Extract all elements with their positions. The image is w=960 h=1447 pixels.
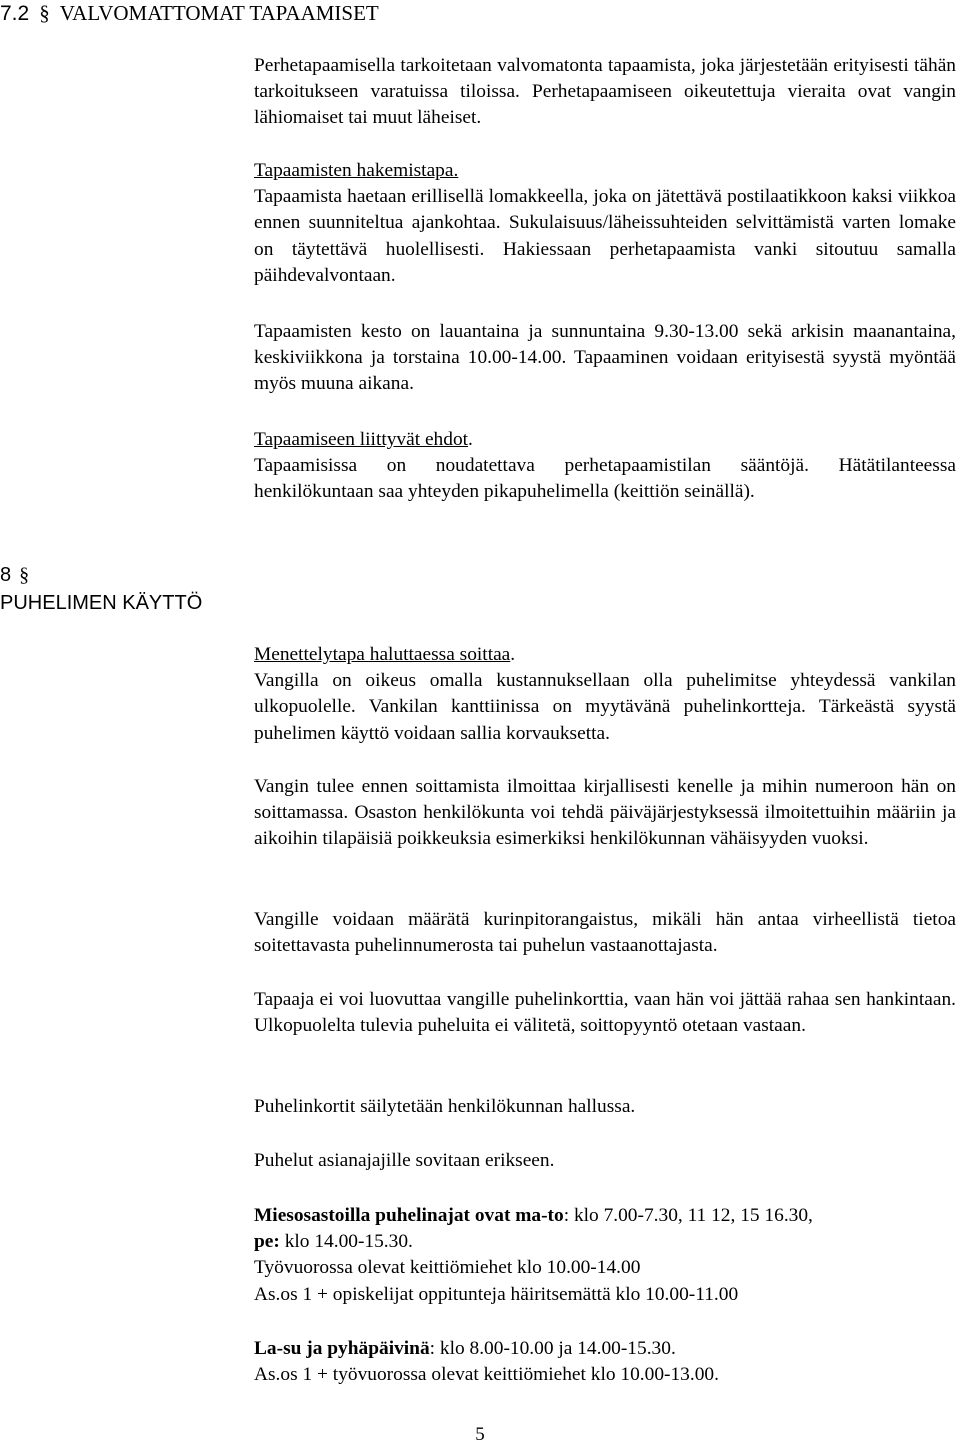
paragraph-notification: Vangin tulee ennen soittamista ilmoittaa kirjallisesti kenelle ja mihin numeroon hän on soittamassa. Osaston henkilökunta voi tehdä päiväjärjestyksessä ilmoitettuihin määriin ja aikoihin tilapäisiä poikkeuksia esimerkiksi henkilökunnan vähäisyyden vuoksi. [254, 776, 956, 850]
paragraph-card-storage: Puhelinkortit säilytetään henkilökunnan hallussa. [254, 1096, 636, 1117]
section-title: VALVOMATTOMAT TAPAAMISET [59, 1, 379, 25]
subheading-application: Tapaamisten hakemistapa. [254, 160, 459, 181]
subheading-conditions: Tapaamiseen liittyvät ehdot [254, 429, 469, 450]
paragraph-conditions: Tapaamiseen liittyvät ehdot. Tapaamisissa on noudatettava perhetapaamistilan sääntöjä. Hätätilanteessa henkilökuntaan saa yhteyden pikapuhelimella (keittiön seinällä). [254, 429, 956, 503]
paragraph-application: Tapaamisten hakemistapa. Tapaamista haetaan erillisellä lomakkeella, joka on jätettävä postilaatikkoon kaksi viikkoa ennen suunniteltua ajankohtaa. Sukulaisuus/läheissuhteiden selvittämistä varten lomake on täytettävä huolellisesti. Hakiessaan perhetapaamista vanki sitoutuu samalla päihdevalvontaan. [254, 160, 956, 286]
paragraph-disciplinary: Vangille voidaan määrätä kurinpitorangaistus, mikäli hän antaa virheellistä tietoa soitettavasta puhelinnumerosta tai puhelun vastaanottajasta. [254, 909, 956, 957]
section-number: 7.2 [0, 2, 30, 25]
section-7-2-heading [0, 0, 700, 27]
section-title: PUHELIMEN KÄYTTÖ [0, 592, 203, 614]
section-symbol: § [39, 1, 50, 25]
paragraph-phone-procedure: Menettelytapa haluttaessa soittaa. Vangilla on oikeus omalla kustannuksellaan olla puhelimitse yhteydessä vankilan ulkopuolelle. Vankilan kanttiinissa on myytävänä puhelinkortteja. Tärkeästä syystä puhelimen käyttö voidaan sallia korvauksetta. [254, 644, 956, 744]
paragraph-family-visit-definition: Perhetapaamisella tarkoitetaan valvomatonta tapaamista, joka järjestetään erityisesti tähän tarkoitukseen varatuissa tiloissa. Perhetapaamiseen oikeutettuja vieraita ovat vangin lähiomaiset tai muut läheiset. [254, 55, 956, 129]
page-number: 5 [475, 1424, 485, 1445]
phone-hours-weekend: La-su ja pyhäpäivinä: klo 8.00-10.00 ja 14.00-15.30. As.os 1 + työvuorossa olevat keittiömiehet klo 10.00-13.00. [254, 1338, 719, 1386]
paragraph-phone-card: Tapaaja ei voi luovuttaa vangille puhelinkorttia, vaan hän voi jättää rahaa sen hankintaan. Ulkopuolelta tulevia puheluita ei välitetä, soittopyyntö otetaan vastaan. [254, 989, 956, 1037]
section-symbol: § [19, 564, 30, 586]
paragraph-lawyer-calls: Puhelut asianajajille sovitaan erikseen. [254, 1150, 555, 1171]
subheading-procedure: Menettelytapa haluttaessa soittaa [254, 644, 511, 665]
section-number: 8 [0, 564, 12, 586]
section-8-heading [0, 561, 250, 617]
phone-hours-weekdays: Miesosastoilla puhelinajat ovat ma-to: klo 7.00-7.30, 11 12, 15 16.30, pe: klo 14.00-15.30. Työvuorossa olevat keittiömiehet klo 10.00-14.00 As.os 1 + opiskelijat oppitunteja häiritsemättä klo 10.00-11.00 [254, 1205, 813, 1305]
paragraph-duration: Tapaamisten kesto on lauantaina ja sunnuntaina 9.30-13.00 sekä arkisin maanantaina, keskiviikkona ja torstaina 10.00-14.00. Tapaaminen voidaan erityisestä syystä myöntää myös muuna aikana. [254, 321, 956, 395]
